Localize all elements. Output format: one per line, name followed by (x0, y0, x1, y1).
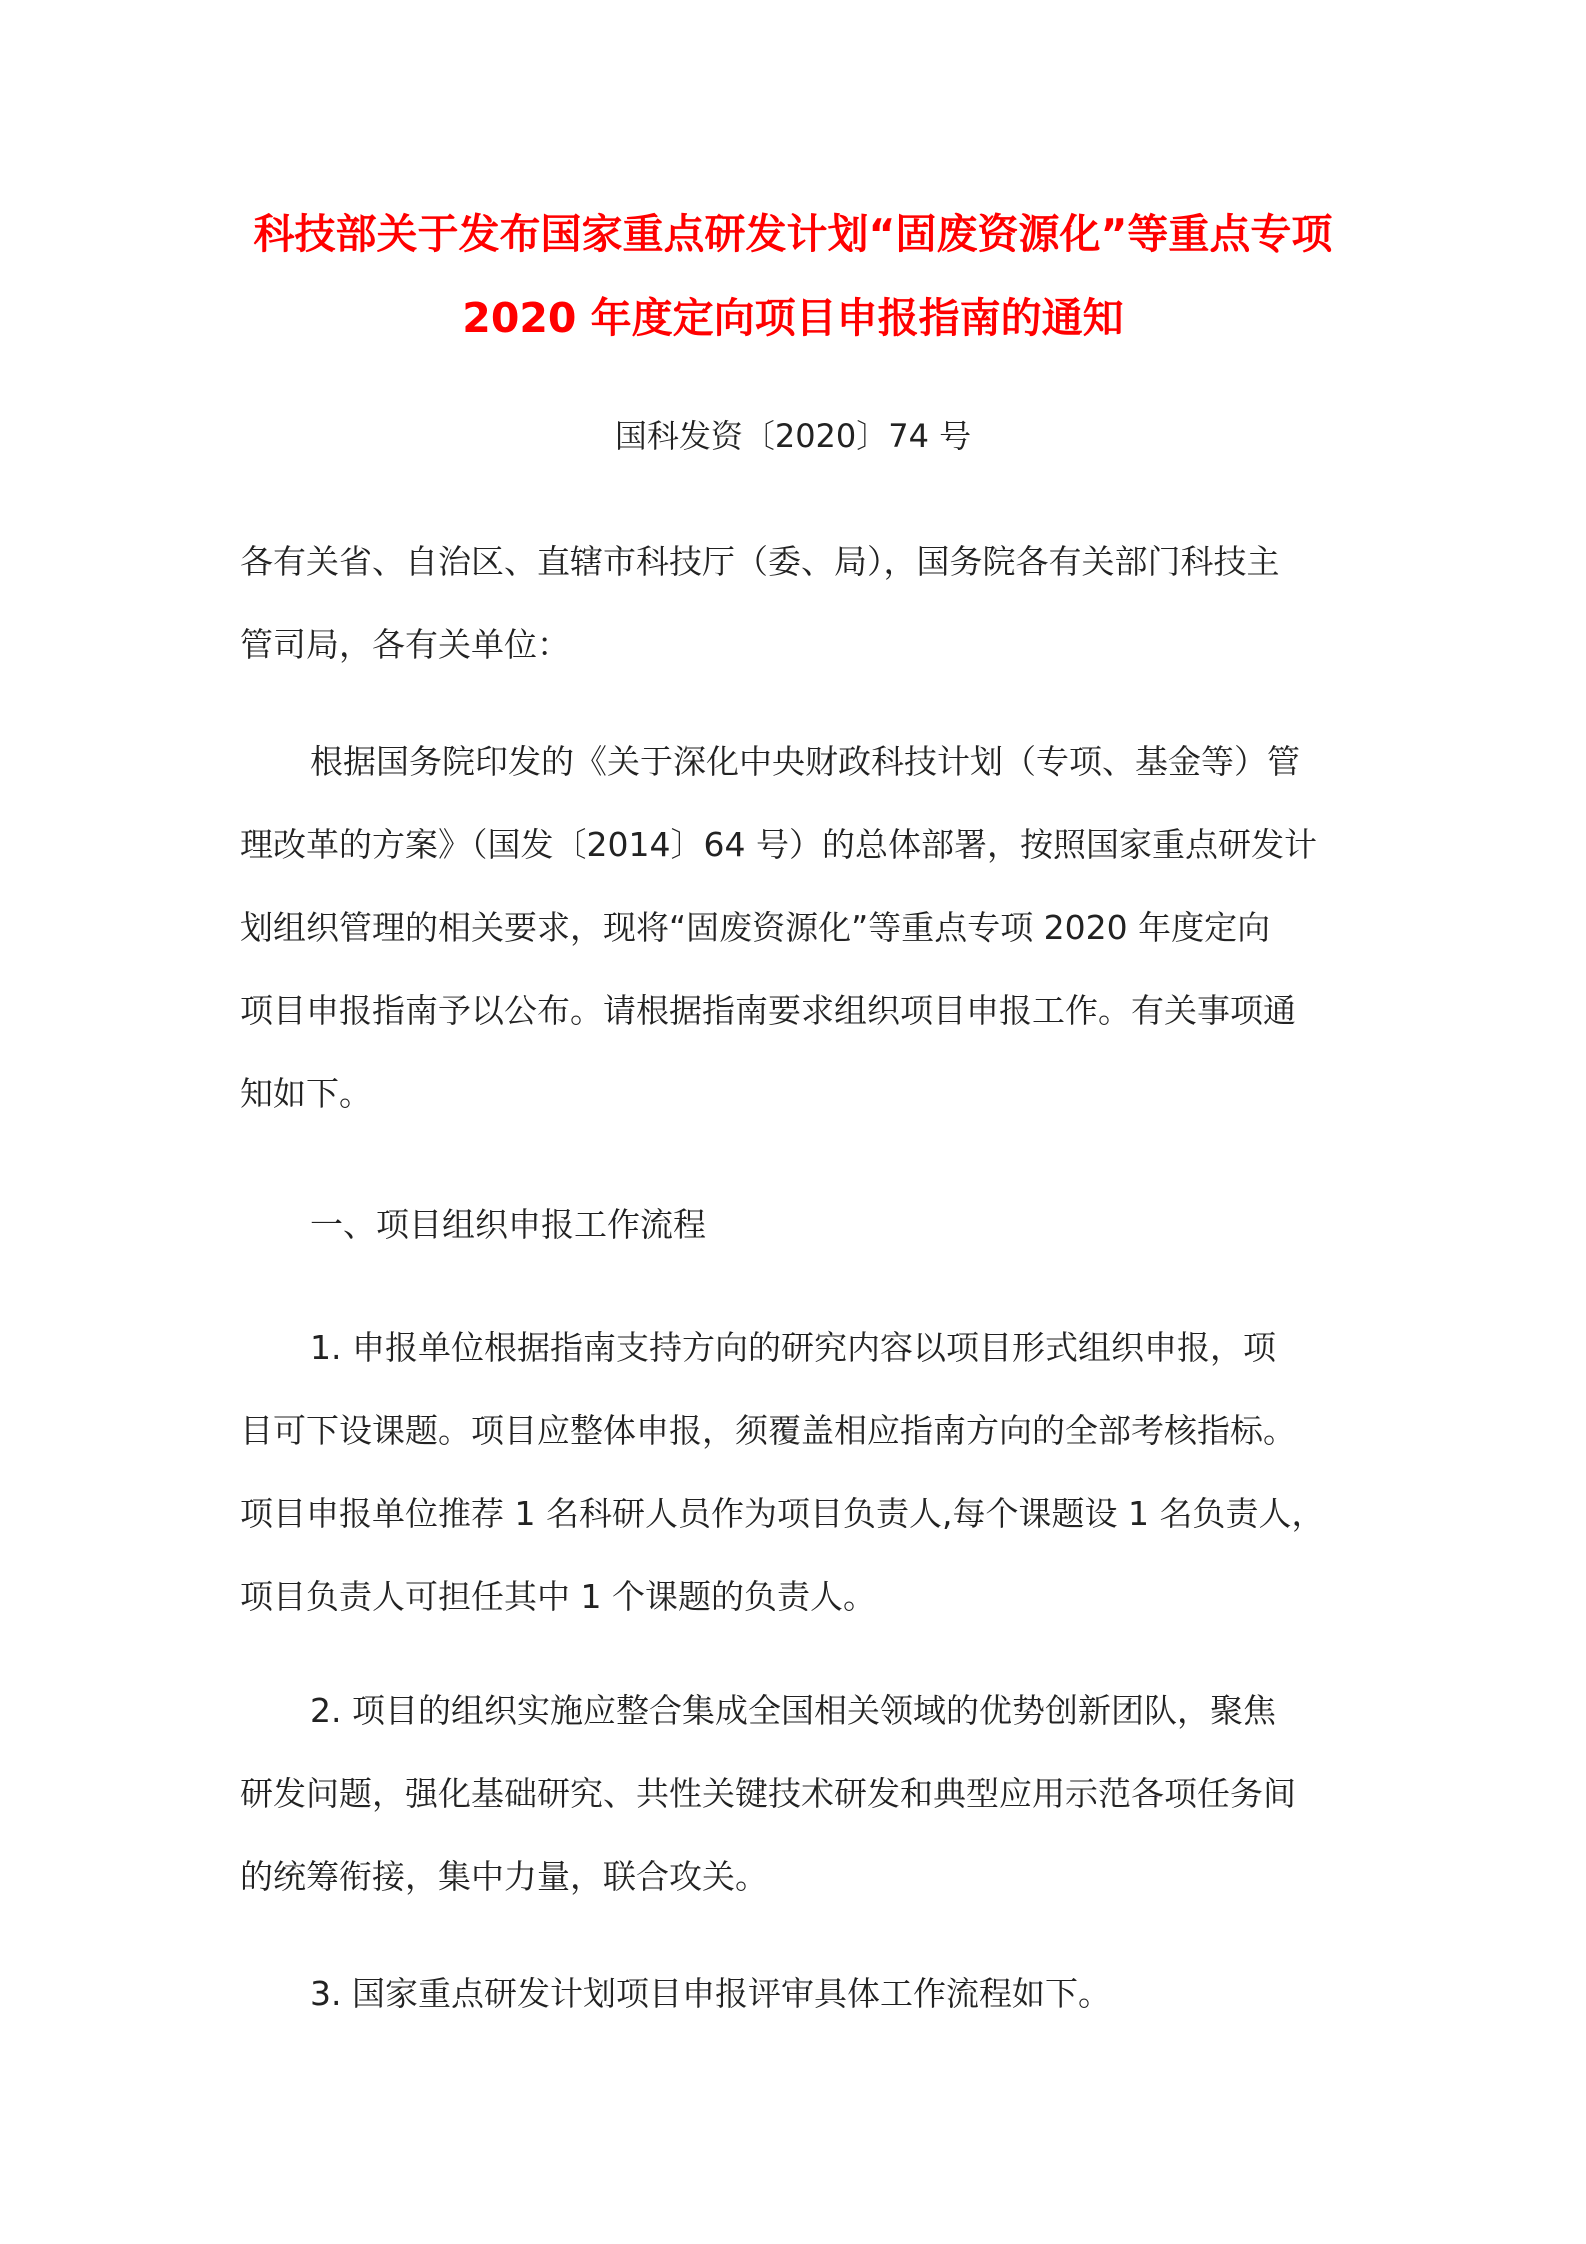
intro-line-2: 理改革的方案》（国发〔2014〕64 号）的总体部署，按照国家重点研发计 (240, 825, 1317, 864)
intro-paragraph (240, 720, 1350, 1135)
intro-line-3: 划组织管理的相关要求，现将“固废资源化”等重点专项 2020 年度定向 (240, 908, 1271, 947)
salutation-paragraph (240, 520, 1350, 686)
item-2-line-3: 的统筹衔接，集中力量，联合攻关。 (240, 1857, 768, 1896)
item-1-line-2: 目可下设课题。项目应整体申报，须覆盖相应指南方向的全部考核指标。 (240, 1411, 1296, 1450)
item-1-line-3: 项目申报单位推荐 1 名科研人员作为项目负责人,每个课题设 1 名负责人， (240, 1494, 1325, 1533)
document-title-line-1: 科技部关于发布国家重点研发计划“固废资源化”等重点专项 (253, 210, 1333, 258)
item-2-line-1: 2. 项目的组织实施应整合集成全国相关领域的优势创新团队，聚焦 (310, 1691, 1276, 1730)
item-3-line-1: 3. 国家重点研发计划项目申报评审具体工作流程如下。 (310, 1974, 1111, 2013)
item-2-paragraph (240, 1669, 1350, 1918)
item-1-line-4: 项目负责人可担任其中 1 个课题的负责人。 (240, 1577, 876, 1616)
salutation-line-2: 管司局，各有关单位： (240, 625, 570, 664)
intro-line-4: 项目申报指南予以公布。请根据指南要求组织项目申报工作。有关事项通 (240, 991, 1296, 1030)
item-1-paragraph (240, 1306, 1350, 1638)
intro-line-5: 知如下。 (240, 1074, 372, 1113)
section-heading (240, 1183, 1350, 1266)
item-1-line-1: 1. 申报单位根据指南支持方向的研究内容以项目形式组织申报，项 (310, 1328, 1276, 1367)
item-2-line-2: 研发问题，强化基础研究、共性关键技术研发和典型应用示范各项任务间 (240, 1774, 1296, 1813)
document-number: 国科发资〔2020〕74 号 (614, 417, 972, 455)
intro-line-1: 根据国务院印发的《关于深化中央财政科技计划（专项、基金等）管 (310, 742, 1300, 781)
item-3-paragraph (240, 1952, 1350, 2035)
section-1-heading: 一、项目组织申报工作流程 (310, 1205, 706, 1244)
document-title-line-2: 2020 年度定向项目申报指南的通知 (462, 294, 1124, 342)
salutation-line-1: 各有关省、自治区、直辖市科技厅（委、局），国务院各有关部门科技主 (240, 542, 1280, 581)
